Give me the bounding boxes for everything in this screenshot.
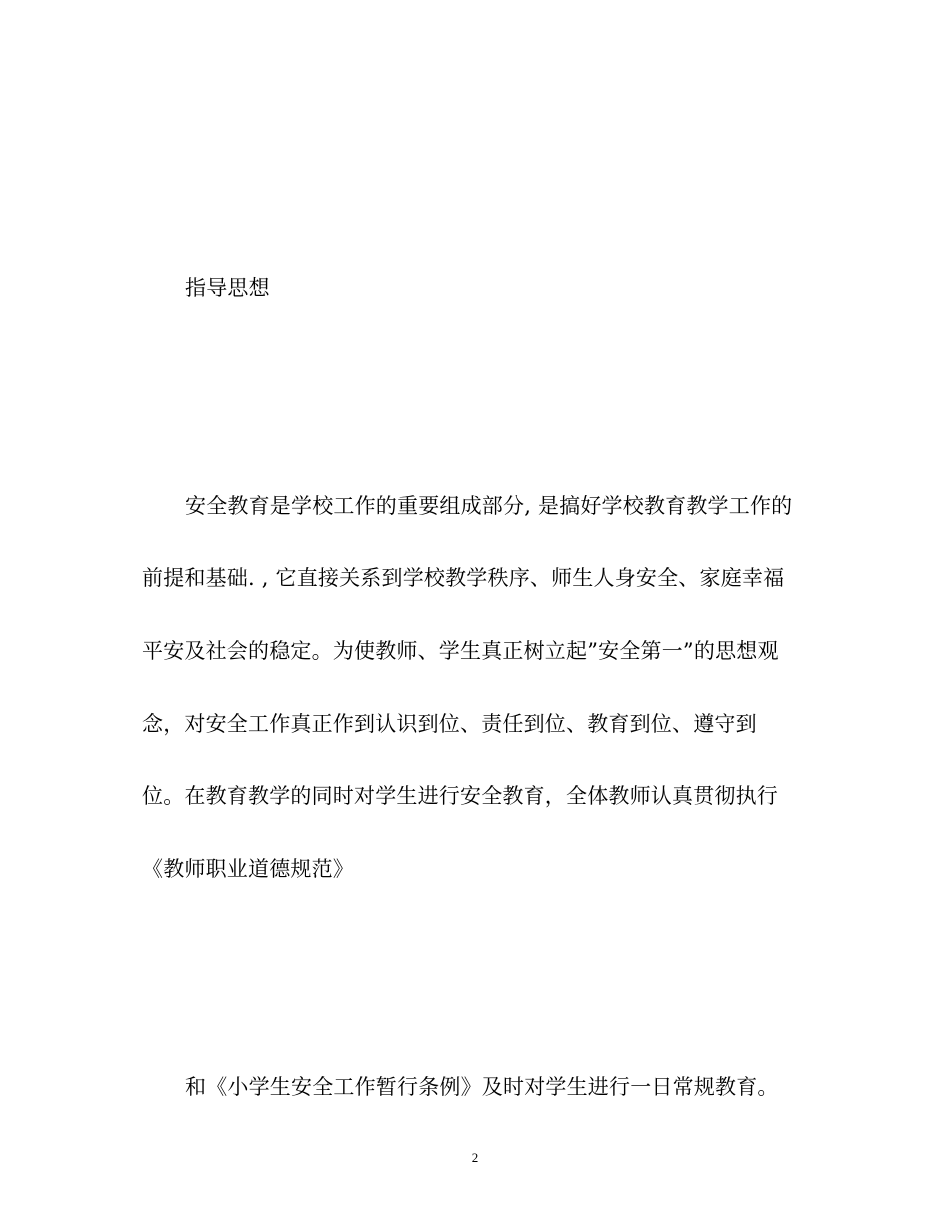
page-number: 2 <box>471 1150 479 1165</box>
paragraph-line: 念，对安全工作真正作到认识到位、责任到位、教育到位、遵守到 <box>142 712 757 736</box>
paragraph-line: 安全教育是学校工作的重要组成部分, 是搞好学校教育教学工作的 <box>185 494 793 518</box>
paragraph-line: 和《小学生安全工作暂行条例》及时对学生进行一日常规教育。 <box>185 1075 779 1099</box>
paragraph-line: 平安及社会的稳定。为使教师、学生真正树立起”安全第一”的思想观 <box>142 639 779 663</box>
paragraph-line: 位。在教育教学的同时对学生进行安全教育，全体教师认真贯彻执行 <box>142 784 778 808</box>
paragraph-line: 前提和基础. , 它直接关系到学校教学秩序、师生人身安全、家庭幸福 <box>142 566 785 590</box>
section-heading: 指导思想 <box>185 276 270 300</box>
paragraph-line: 《教师职业道德规范》 <box>142 857 354 881</box>
